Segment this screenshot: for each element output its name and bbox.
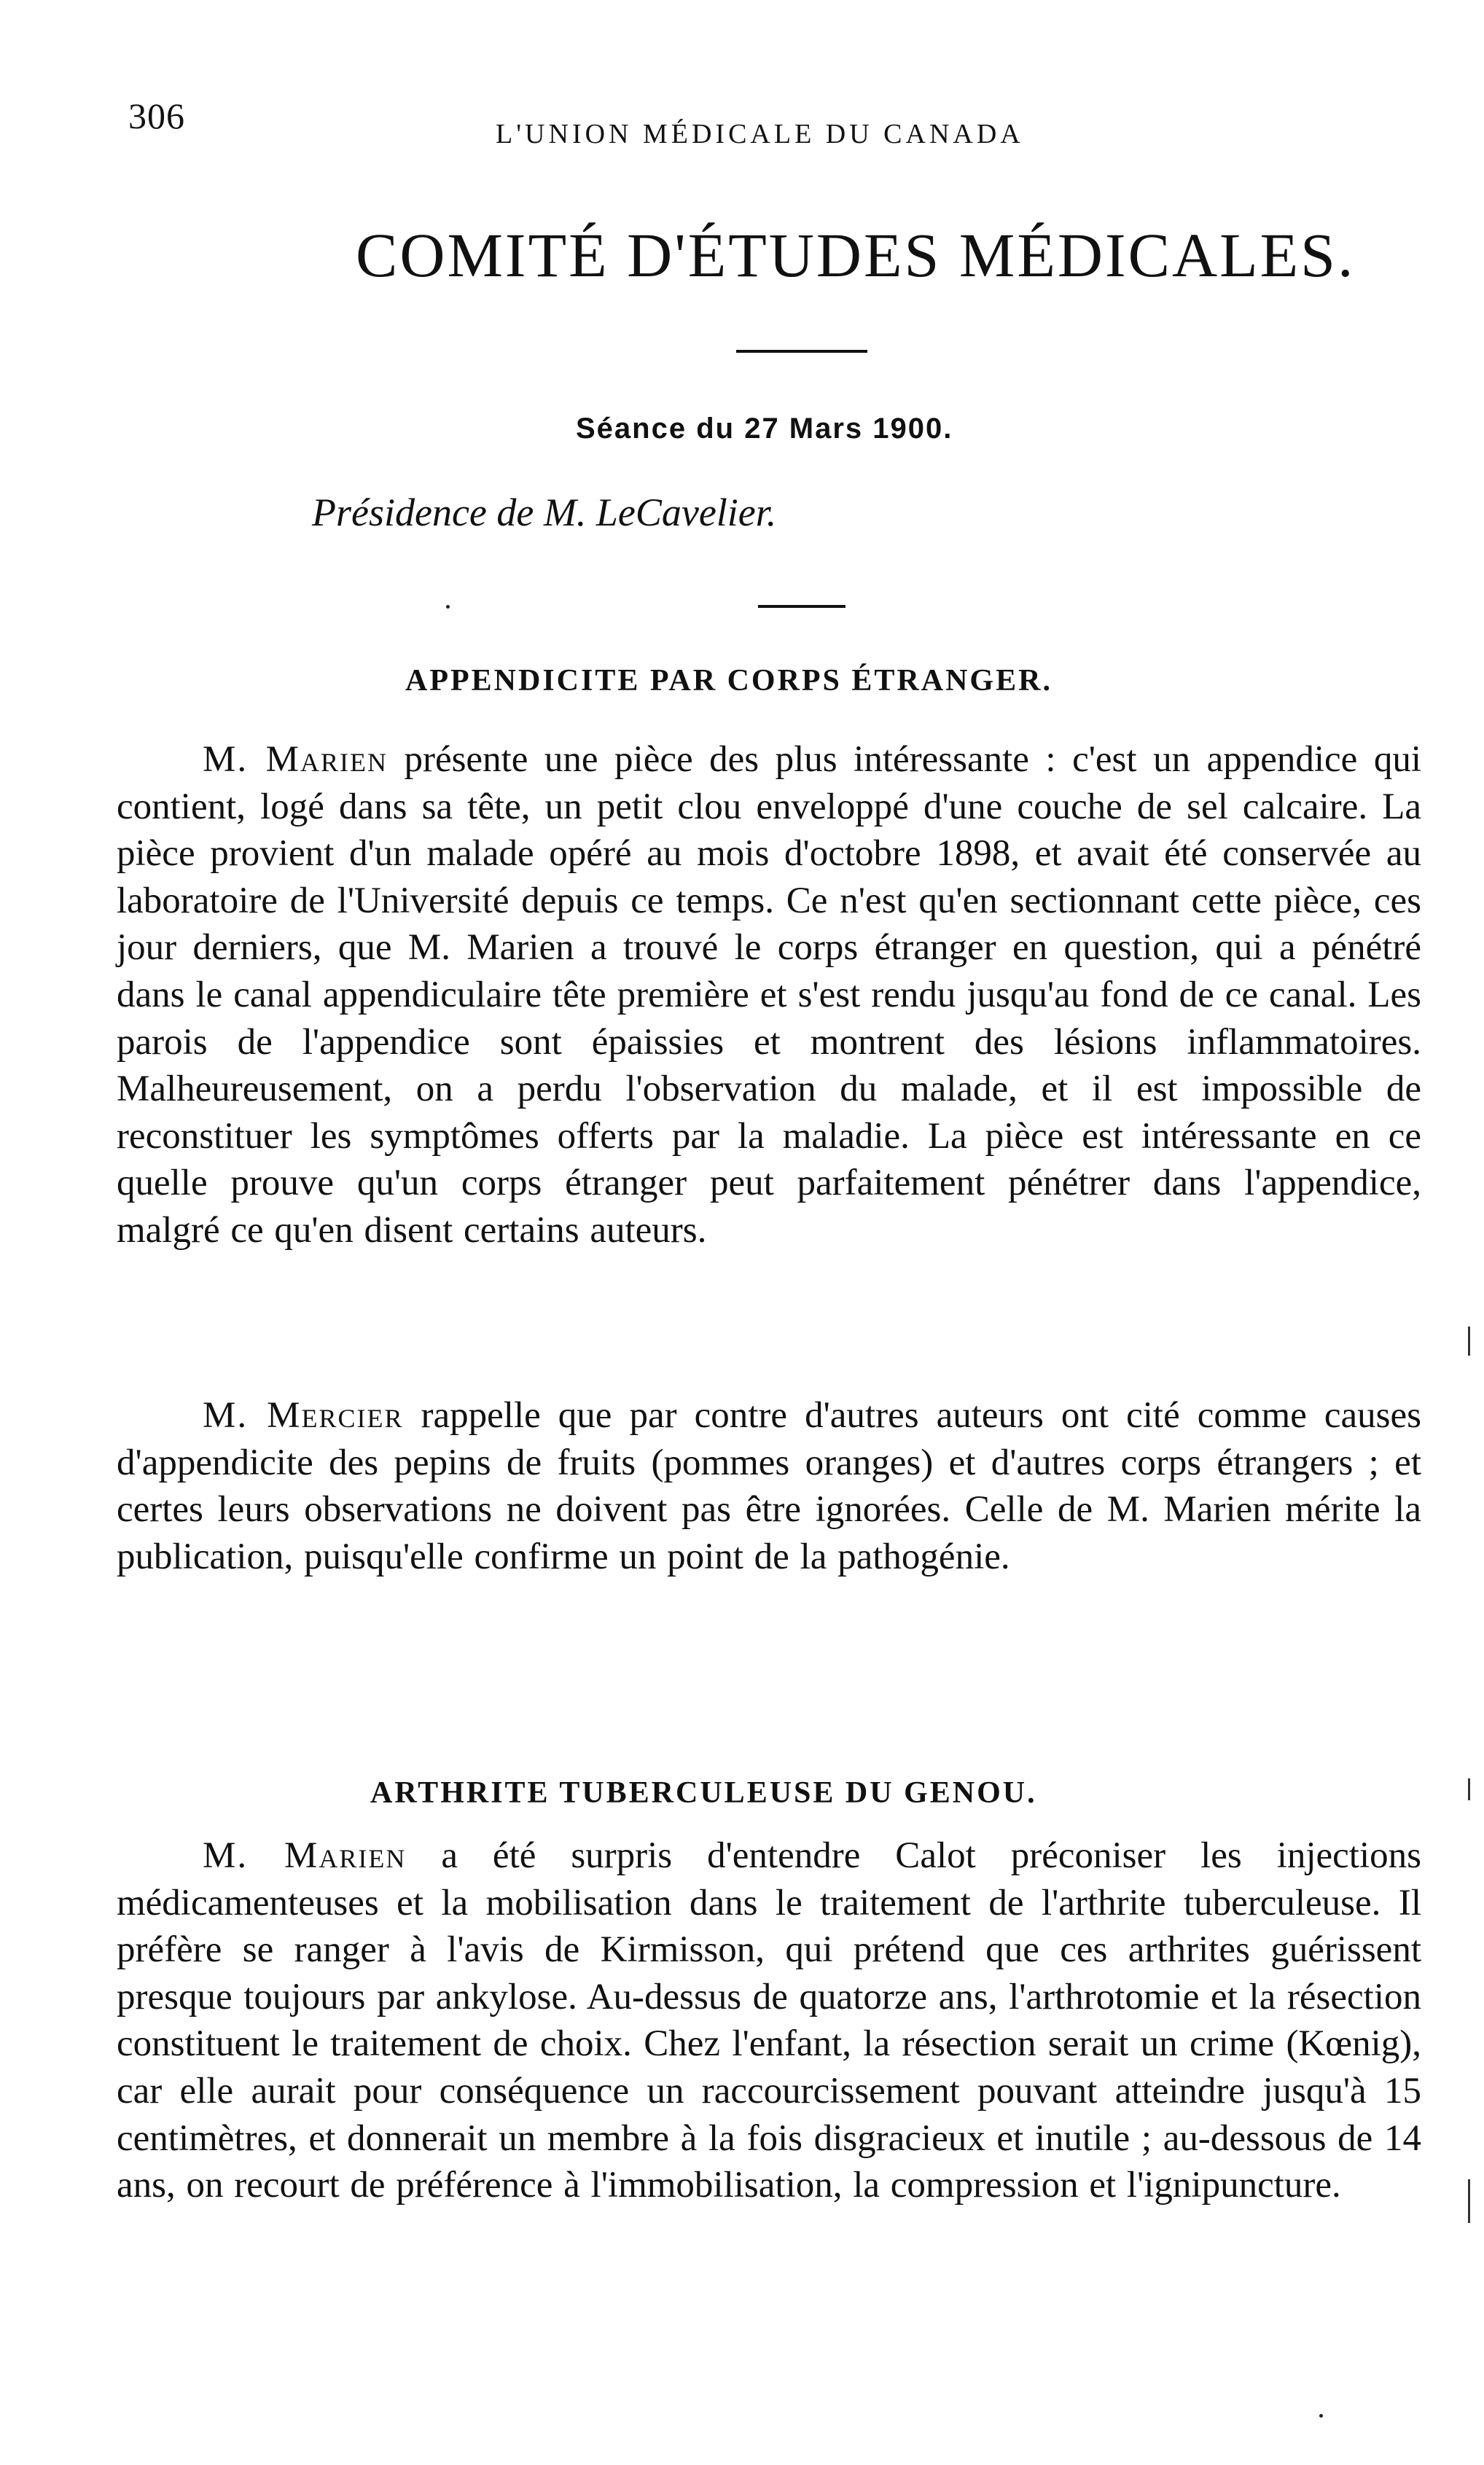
scan-edge-mark xyxy=(1468,1327,1470,1356)
paragraph xyxy=(117,1392,1421,1580)
title-divider xyxy=(736,350,867,353)
paragraph xyxy=(117,736,1421,1254)
speaker-name: M. Marien xyxy=(203,739,388,780)
speaker-name: M. Mercier xyxy=(203,1395,404,1436)
running-head: L'UNION MÉDICALE DU CANADA xyxy=(496,119,1024,149)
section-divider xyxy=(758,605,846,608)
session-chair: Présidence de M. LeCavelier. xyxy=(312,491,777,534)
paragraph-text: rappelle que par contre d'autres auteurs ont cité comme causes d'appendicite des pepins de fruits (pommes oranges) et d'autres corps étrangers ; et certes leurs observations ne doivent pas être ignorées. Celle de M. Marien mérite la publication, puisqu'elle confirme un point de la pathogénie. xyxy=(117,1395,1421,1577)
page-number: 306 xyxy=(128,95,185,136)
ink-speck xyxy=(1319,2414,1323,2418)
section-heading-appendicite: APPENDICITE PAR CORPS ÉTRANGER. xyxy=(405,664,1053,698)
speaker-name: M. Marien xyxy=(203,1835,407,1876)
paragraph-text: a été surpris d'entendre Calot préconiser les injections médicamenteuses et la mobilisation dans le traitement de l'arthrite tuberculeuse. Il préfère se ranger à l'avis de Kirmisson, qui prétend que ces arthrites guérissent presque toujours par ankylose. Au-dessus de quatorze ans, l'arthrotomie et la résection constituent le traitement de choix. Chez l'enfant, la résection serait un crime (Kœnig), car elle aurait pour conséquence un raccourcissement pouvant atteindre jusqu'à 15 centimètres, et donnerait un membre à la fois disgracieux et inutile ; au-dessous de 14 ans, on recourt de préférence à l'immobilisation, la compression et l'ignipuncture. xyxy=(117,1835,1421,2206)
section-heading-arthrite: ARTHRITE TUBERCULEUSE DU GENOU. xyxy=(370,1776,1037,1810)
scan-edge-mark xyxy=(1468,2179,1470,2223)
page-title: COMITÉ D'ÉTUDES MÉDICALES. xyxy=(356,220,1356,290)
paragraph-text: présente une pièce des plus intéressante : c'est un appendice qui contient, logé dans sa tête, un petit clou enveloppé d'une couche de sel calcaire. La pièce provient d'un malade opéré au mois d'octobre 1898, et avait été conservée au laboratoire de l'Université depuis ce temps. Ce n'est qu'en sectionnant cette pièce, ces jour derniers, que M. Marien a trouvé le corps étranger en question, qui a pénétré dans le canal appendiculaire tête première et s'est rendu jusqu'au fond de ce canal. Les parois de l'appendice sont épaissies et montrent des lésions inflammatoires. Malheureusement, on a perdu l'observation du malade, et il est impossible de reconstituer les symptômes offerts par la maladie. La pièce est intéressante en ce quelle prouve qu'un corps étranger peut parfaitement pénétrer dans l'appendice, malgré ce qu'en disent certains auteurs. xyxy=(117,739,1421,1251)
ink-speck xyxy=(446,605,450,609)
scan-edge-mark xyxy=(1468,1778,1470,1800)
session-date: Séance du 27 Mars 1900. xyxy=(576,413,953,445)
paragraph xyxy=(117,1832,1421,2209)
